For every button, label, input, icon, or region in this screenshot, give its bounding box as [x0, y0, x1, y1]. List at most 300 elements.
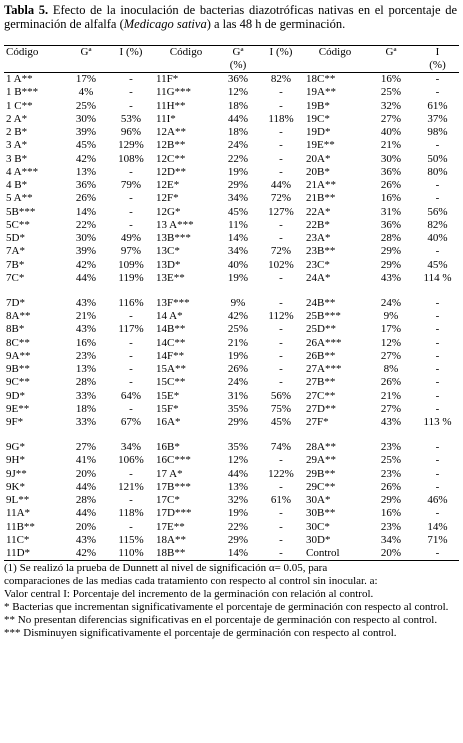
- cell-increment: -: [279, 296, 283, 309]
- cell-germination: 28%: [75, 376, 97, 389]
- cell-code: 9F*: [6, 416, 24, 428]
- table-row: [4, 206, 459, 219]
- table-row: [4, 245, 459, 258]
- cell-increment: -: [435, 245, 440, 258]
- cell-germination: 25%: [380, 454, 402, 467]
- cell-germination: 33%: [75, 416, 97, 428]
- cell-increment: 109%: [118, 258, 144, 271]
- cell-code: 25B***: [306, 310, 341, 322]
- cell-increment: -: [279, 139, 283, 152]
- cell-increment: -: [435, 179, 440, 191]
- cell-germination: 40%: [227, 258, 249, 271]
- cell-code: 12G*: [156, 205, 181, 218]
- cell-code: 17 A*: [156, 467, 183, 480]
- cell-germination: 44%: [75, 507, 97, 520]
- cell-code: 14F**: [156, 349, 185, 362]
- cell-germination: 26%: [380, 376, 402, 389]
- table-row: [4, 166, 459, 179]
- cell-increment: 72%: [270, 245, 292, 258]
- cell-increment: -: [279, 232, 283, 244]
- cell-code: 3 A*: [6, 139, 28, 152]
- cell-code: 9L**: [6, 494, 30, 506]
- cell-germination: 45%: [227, 205, 249, 218]
- cell-increment: -: [435, 139, 440, 152]
- cell-germination: 24%: [227, 139, 249, 152]
- cell-germination: 16%: [75, 336, 97, 349]
- cell-increment: -: [129, 99, 133, 112]
- cell-code: 19A**: [306, 86, 336, 99]
- cell-germination: 44%: [227, 112, 249, 125]
- cell-increment: -: [435, 389, 440, 402]
- header-i: I: [416, 46, 459, 60]
- cell-code: 25D**: [306, 323, 336, 336]
- cell-increment: -: [129, 494, 133, 506]
- cell-code: 2 B*: [6, 126, 28, 138]
- table-caption: [4, 3, 459, 45]
- cell-increment: -: [435, 323, 440, 336]
- cell-germination: 36%: [380, 165, 402, 178]
- cell-code: 16A*: [156, 416, 181, 428]
- header-i-unit: (%): [416, 59, 459, 73]
- cell-increment: 118%: [268, 112, 294, 125]
- note-line: *** Disminuyen significativamente el porcentaje de germinación con respecto al control.: [4, 627, 397, 640]
- cell-increment: 79%: [120, 179, 142, 191]
- cell-code: 29C**: [306, 480, 336, 493]
- cell-increment: -: [279, 454, 283, 467]
- cell-code: 21B**: [306, 192, 336, 205]
- cell-code: 15E*: [156, 389, 180, 402]
- cell-germination: 43%: [75, 323, 97, 336]
- note-line: comparaciones de las medias cada tratamiento con respecto al control sin inocular. a:: [4, 575, 378, 588]
- cell-germination: 27%: [380, 349, 402, 362]
- table-header-row-units: [4, 59, 459, 73]
- cell-increment: -: [279, 323, 283, 336]
- cell-increment: -: [129, 520, 133, 533]
- cell-germination: 13%: [227, 480, 249, 493]
- cell-code: 20A*: [306, 152, 331, 165]
- cell-increment: -: [279, 126, 283, 138]
- cell-code: 7C*: [6, 271, 25, 284]
- table-row: [4, 468, 459, 481]
- cell-code: 9J**: [6, 467, 27, 480]
- cell-germination: 20%: [366, 547, 416, 561]
- cell-germination: 21%: [380, 139, 402, 152]
- cell-increment: -: [435, 441, 440, 453]
- cell-increment: -: [129, 349, 133, 362]
- cell-germination: 19%: [227, 507, 249, 520]
- cell-increment: -: [129, 310, 133, 322]
- cell-increment: -: [435, 376, 440, 389]
- cell-increment: -: [279, 336, 283, 349]
- cell-code: 11A*: [6, 507, 31, 520]
- cell-germination: 20%: [75, 467, 97, 480]
- cell-code: 26A***: [306, 336, 342, 349]
- cell-germination: 27%: [380, 112, 402, 125]
- cell-increment: -: [129, 376, 133, 389]
- table-row: [4, 139, 459, 152]
- table-row: [4, 297, 459, 310]
- cell-increment: 61%: [427, 99, 448, 112]
- cell-code: 11I*: [156, 112, 176, 125]
- cell-code: 11F*: [156, 73, 179, 85]
- cell-code: 9K*: [6, 480, 25, 493]
- table-notes: [4, 562, 459, 640]
- cell-increment: 118%: [118, 507, 144, 520]
- cell-germination: 40%: [380, 126, 402, 138]
- cell-increment: -: [435, 467, 440, 480]
- caption-label: Tabla 5.: [4, 3, 49, 17]
- cell-germination: 14%: [227, 232, 249, 244]
- germination-table: [4, 45, 459, 561]
- cell-code: 19C*: [306, 112, 330, 125]
- cell-germination: 28%: [380, 232, 402, 244]
- cell-code: 19E**: [306, 139, 335, 152]
- table-row: [4, 323, 459, 336]
- cell-code: 14C**: [156, 336, 186, 349]
- cell-germination: 30%: [75, 232, 97, 244]
- cell-increment: -: [279, 363, 283, 375]
- cell-increment: 75%: [270, 402, 292, 415]
- cell-code: 12A**: [156, 126, 186, 138]
- cell-germination: 22%: [227, 152, 249, 165]
- cell-germination: 44%: [75, 271, 97, 284]
- cell-increment: -: [129, 336, 133, 349]
- cell-code: 11D*: [4, 547, 64, 561]
- cell-increment: -: [279, 165, 283, 178]
- cell-code: 5C**: [6, 218, 30, 231]
- cell-germination: 34%: [380, 533, 402, 546]
- cell-germination: 29%: [227, 179, 249, 191]
- note-line: * Bacterias que incrementan significativamente el porcentaje de germinación con respecto al control.: [4, 601, 449, 614]
- cell-germination: 24%: [380, 296, 402, 309]
- cell-germination: 30%: [75, 112, 97, 125]
- header-i: I (%): [108, 46, 154, 60]
- table-row: [4, 232, 459, 245]
- cell-increment: 45%: [270, 416, 292, 428]
- cell-increment: 34%: [120, 441, 142, 453]
- table-row: [4, 310, 459, 323]
- cell-increment: 97%: [120, 245, 142, 258]
- cell-increment: 108%: [118, 152, 144, 165]
- cell-germination: 27%: [75, 441, 97, 453]
- table-row: [4, 272, 459, 297]
- cell-code: 27C**: [306, 389, 336, 402]
- cell-code: 11C*: [6, 533, 30, 546]
- cell-increment: -: [435, 454, 440, 467]
- cell-code: 22A*: [306, 205, 331, 218]
- cell-code: 1 B***: [6, 86, 39, 99]
- table-row: [4, 534, 459, 547]
- cell-germination: 27%: [380, 402, 402, 415]
- cell-code: 15F*: [156, 402, 179, 415]
- cell-code: 5B***: [6, 205, 36, 218]
- cell-germination: 17%: [380, 323, 402, 336]
- cell-code: 21A**: [306, 179, 336, 191]
- cell-code: 12B**: [156, 139, 186, 152]
- cell-germination: 26%: [380, 179, 402, 191]
- cell-increment: 110%: [108, 547, 154, 561]
- cell-code: 14 A*: [156, 310, 183, 322]
- cell-germination: 23%: [380, 467, 402, 480]
- cell-increment: 61%: [270, 494, 292, 506]
- cell-germination: 42%: [64, 547, 108, 561]
- cell-increment: -: [129, 86, 133, 99]
- cell-code: 13E**: [156, 271, 185, 284]
- cell-code: 27F*: [306, 416, 329, 428]
- cell-increment: -: [279, 86, 283, 99]
- cell-increment: -: [279, 218, 283, 231]
- table-row: [4, 390, 459, 403]
- cell-code: 24A*: [306, 271, 331, 284]
- cell-germination: 41%: [75, 454, 97, 467]
- cell-germination: 26%: [75, 192, 97, 205]
- cell-code: 1 C**: [6, 99, 33, 112]
- table-row: [4, 454, 459, 467]
- cell-code: 9H*: [6, 454, 25, 467]
- cell-germination: 22%: [227, 520, 249, 533]
- cell-increment: 96%: [120, 126, 142, 138]
- cell-germination: 24%: [227, 376, 249, 389]
- cell-increment: 82%: [427, 218, 448, 231]
- cell-germination: 42%: [75, 152, 97, 165]
- cell-increment: 74%: [270, 441, 292, 453]
- cell-code: 13D*: [156, 258, 181, 271]
- cell-germination: 18%: [227, 126, 249, 138]
- cell-germination: 44%: [227, 467, 249, 480]
- cell-increment: 45%: [427, 258, 448, 271]
- cell-increment: 106%: [118, 454, 144, 467]
- cell-code: 12D**: [156, 165, 186, 178]
- cell-germination: 35%: [227, 402, 249, 415]
- cell-germination: 32%: [227, 494, 249, 506]
- note-line: (1) Se realizó la prueba de Dunnett al nivel de significación α= 0.05, para: [4, 562, 328, 575]
- cell-increment: 72%: [270, 192, 292, 205]
- cell-increment: 37%: [427, 112, 448, 125]
- cell-code: 9C**: [6, 376, 30, 389]
- cell-code: 20B*: [306, 165, 330, 178]
- cell-code: 30D*: [306, 533, 331, 546]
- table-row: [4, 153, 459, 166]
- cell-germination: 12%: [227, 454, 249, 467]
- cell-increment: 116%: [118, 296, 144, 309]
- cell-code: 16C***: [156, 454, 191, 467]
- cell-code: 17E**: [156, 520, 185, 533]
- cell-increment: -: [129, 205, 133, 218]
- table-row: [4, 363, 459, 376]
- cell-germination: 14%: [75, 205, 97, 218]
- cell-germination: 42%: [227, 310, 249, 322]
- cell-code: 22B*: [306, 218, 330, 231]
- cell-germination: 16%: [380, 192, 402, 205]
- cell-code: 13C*: [156, 245, 180, 258]
- cell-germination: 21%: [227, 336, 249, 349]
- cell-code: 2 A*: [6, 112, 28, 125]
- cell-germination: 39%: [75, 245, 97, 258]
- cell-germination: 9%: [230, 296, 246, 309]
- table-row: [4, 441, 459, 454]
- cell-increment: -: [279, 520, 283, 533]
- table-row: [4, 219, 459, 232]
- cell-germination: 43%: [75, 296, 97, 309]
- cell-germination: 18%: [227, 99, 249, 112]
- header-ga: Gª: [218, 46, 258, 60]
- cell-code: 23B**: [306, 245, 336, 258]
- cell-code: 4 B*: [6, 179, 28, 191]
- cell-code: 28A**: [306, 441, 336, 453]
- cell-germination: 29%: [380, 245, 402, 258]
- cell-increment: -: [279, 480, 283, 493]
- table-row: [4, 376, 459, 389]
- cell-germination: 26%: [227, 363, 249, 375]
- cell-increment: -: [435, 296, 440, 309]
- cell-code: 13F***: [156, 296, 190, 309]
- table-row: [4, 350, 459, 363]
- cell-code: 11B**: [6, 520, 35, 533]
- cell-code: 19D*: [306, 126, 331, 138]
- table-row: [4, 416, 459, 441]
- cell-increment: -: [279, 533, 283, 546]
- cell-germination: 19%: [227, 349, 249, 362]
- cell-code: 23C*: [306, 258, 330, 271]
- cell-code: 30B**: [306, 507, 336, 520]
- note-line: ** No presentan diferencias significativas en el porcentaje de germinación con respecto al control.: [4, 614, 438, 627]
- table-row: [4, 547, 459, 561]
- cell-germination: 43%: [380, 271, 402, 284]
- cell-increment: -: [129, 402, 133, 415]
- cell-germination: 32%: [380, 99, 402, 112]
- caption-text-end: ) a las 48 h de germinación.: [206, 17, 346, 31]
- cell-increment: -: [435, 336, 440, 349]
- cell-code: 8C**: [6, 336, 30, 349]
- table-row: [4, 259, 459, 272]
- cell-code: 11G***: [156, 86, 192, 99]
- cell-increment: -: [435, 480, 440, 493]
- table-header-row: [4, 46, 459, 60]
- cell-increment: 113 %: [423, 416, 452, 428]
- cell-increment: 56%: [427, 205, 448, 218]
- header-ga: Gª: [64, 46, 108, 60]
- cell-germination: 25%: [227, 323, 249, 336]
- header-i: I (%): [258, 46, 304, 60]
- cell-germination: 21%: [75, 310, 97, 322]
- cell-germination: 25%: [75, 99, 97, 112]
- cell-germination: 34%: [227, 245, 249, 258]
- cell-increment: 119%: [118, 271, 144, 284]
- cell-code: 7B*: [6, 258, 25, 271]
- cell-germination: 12%: [227, 86, 249, 99]
- cell-code: 23A*: [306, 232, 331, 244]
- cell-code: 9D*: [6, 389, 25, 402]
- cell-increment: -: [129, 467, 133, 480]
- cell-increment: 53%: [120, 112, 142, 125]
- table-row: [4, 192, 459, 205]
- cell-code: 18B**: [154, 547, 218, 561]
- cell-code: 9G*: [6, 441, 25, 453]
- cell-germination: 4%: [78, 86, 94, 99]
- cell-increment: -: [435, 86, 440, 99]
- cell-code: 17B***: [156, 480, 191, 493]
- cell-germination: 11%: [228, 218, 248, 231]
- cell-increment: -: [416, 547, 459, 561]
- header-codigo: Código: [154, 46, 218, 60]
- table-row: [4, 126, 459, 139]
- cell-code: 9A**: [6, 349, 31, 362]
- table-row: [4, 100, 459, 113]
- cell-increment: 129%: [118, 139, 144, 152]
- table-row: [4, 86, 459, 99]
- cell-germination: 45%: [75, 139, 97, 152]
- cell-germination: 19%: [227, 165, 249, 178]
- cell-code: 5 A**: [6, 192, 33, 205]
- cell-code: 27A***: [306, 363, 342, 375]
- cell-germination: 31%: [380, 205, 402, 218]
- cell-germination: 43%: [380, 416, 402, 428]
- cell-code: 9E**: [6, 402, 30, 415]
- document-page: [4, 3, 459, 640]
- cell-germination: 42%: [75, 258, 97, 271]
- table-row: [4, 521, 459, 534]
- cell-code: 16B*: [156, 441, 180, 453]
- cell-increment: 40%: [427, 232, 448, 244]
- header-codigo: Código: [4, 46, 64, 60]
- cell-increment: -: [279, 349, 283, 362]
- cell-germination: 22%: [75, 218, 97, 231]
- cell-increment: 44%: [270, 179, 292, 191]
- cell-code: 29B**: [306, 467, 336, 480]
- cell-germination: 21%: [380, 389, 402, 402]
- cell-increment: 82%: [270, 73, 292, 85]
- cell-germination: 35%: [227, 441, 249, 453]
- cell-increment: -: [129, 73, 133, 85]
- cell-increment: 117%: [118, 323, 144, 336]
- cell-code: 17D***: [156, 507, 192, 520]
- cell-code: 30A*: [306, 494, 331, 506]
- header-ga: Gª: [366, 46, 416, 60]
- cell-code: 9B**: [6, 363, 30, 375]
- table-row: [4, 337, 459, 350]
- cell-code: 18A**: [156, 533, 186, 546]
- cell-germination: 29%: [380, 258, 402, 271]
- cell-increment: 64%: [120, 389, 142, 402]
- cell-germination: 16%: [380, 507, 402, 520]
- table-row: [4, 481, 459, 494]
- cell-increment: 50%: [427, 152, 448, 165]
- table-body: [4, 73, 459, 561]
- cell-germination: 29%: [227, 416, 249, 428]
- cell-germination: 16%: [380, 73, 402, 85]
- table-row: [4, 507, 459, 520]
- cell-increment: 49%: [120, 232, 142, 244]
- cell-code: 19B*: [306, 99, 330, 112]
- cell-code: 12E*: [156, 179, 180, 191]
- cell-code: 5D*: [6, 232, 25, 244]
- cell-code: Control: [304, 547, 366, 561]
- cell-increment: -: [129, 218, 133, 231]
- header-ga-unit: (%): [218, 59, 258, 73]
- cell-increment: 122%: [268, 467, 294, 480]
- cell-increment: -: [435, 349, 440, 362]
- caption-text: Efecto de la inoculación de bacterias diazotróficas nativas en el porcentaje de germinación de alfalfa (: [4, 3, 457, 31]
- cell-code: 13B***: [156, 232, 191, 244]
- cell-germination: 34%: [227, 192, 249, 205]
- cell-increment: -: [435, 507, 440, 520]
- cell-code: 26B**: [306, 349, 336, 362]
- cell-increment: -: [129, 363, 133, 375]
- cell-increment: -: [129, 165, 133, 178]
- cell-germination: 14%: [218, 547, 258, 561]
- cell-code: 30C*: [306, 520, 330, 533]
- cell-germination: 31%: [227, 389, 249, 402]
